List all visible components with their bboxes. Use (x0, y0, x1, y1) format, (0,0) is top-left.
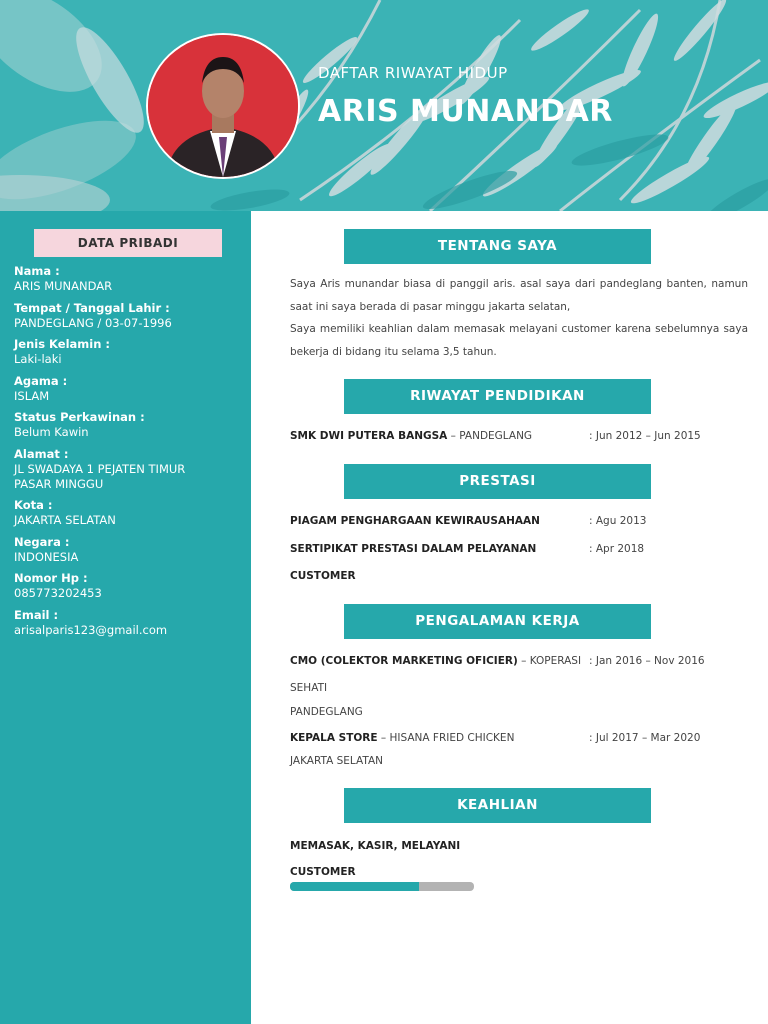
achievement-title: SERTIPIKAT PRESTASI DALAM PELAYANAN (290, 543, 537, 555)
field-value: ARIS MUNANDAR (14, 279, 113, 293)
school-location: – PANDEGLANG (450, 430, 533, 442)
job-company-line2: SEHATI (290, 682, 328, 694)
skill-level-fill (290, 882, 419, 891)
achievement-date: : Apr 2018 (589, 543, 645, 555)
field-marital-status (14, 410, 145, 440)
field-label: Agama : (14, 374, 68, 388)
field-value: JAKARTA SELATAN (14, 513, 116, 527)
job-location: PANDEGLANG (290, 706, 363, 718)
skills-text: MEMASAK, KASIR, MELAYANI (290, 840, 461, 852)
job-company: – KOPERASI (521, 655, 582, 667)
experience-heading: PENGALAMAN KERJA (344, 604, 651, 639)
field-religion (14, 374, 67, 404)
achievement-date: : Agu 2013 (589, 515, 647, 527)
job-title: KEPALA STORE (290, 732, 378, 744)
field-value: 085773202453 (14, 586, 102, 600)
field-value: Belum Kawin (14, 425, 89, 439)
education-heading: RIWAYAT PENDIDIKAN (344, 379, 651, 414)
achievements-heading: PRESTASI (344, 464, 651, 499)
job-company: – HISANA FRIED CHICKEN (380, 732, 515, 744)
field-label: Negara : (14, 535, 70, 549)
experience-item (290, 655, 581, 667)
field-label: Nomor Hp : (14, 571, 88, 585)
field-country (14, 535, 78, 565)
field-label: Kota : (14, 498, 53, 512)
experience-item (290, 732, 514, 744)
document-subtitle: DAFTAR RIWAYAT HIDUP (318, 64, 508, 82)
field-address (14, 447, 185, 492)
field-label: Email : (14, 608, 59, 622)
person-portrait-illustration (148, 35, 298, 177)
field-value: INDONESIA (14, 550, 79, 564)
field-value: PANDEGLANG / 03-07-1996 (14, 316, 172, 330)
about-paragraph-2: Saya memiliki keahlian dalam memasak melayani customer karena sebelumnya saya bekerja di bidang itu selama 3,5 tahun. (290, 323, 748, 358)
field-label: Alamat : (14, 447, 69, 461)
field-phone (14, 571, 102, 601)
skill-level-bar (290, 882, 474, 891)
profile-photo (146, 33, 300, 179)
education-item (290, 430, 532, 442)
education-date: : Jun 2012 – Jun 2015 (589, 430, 701, 442)
about-heading: TENTANG SAYA (344, 229, 651, 264)
field-value: JL SWADAYA 1 PEJATEN TIMUR (14, 462, 186, 476)
field-label: Nama : (14, 264, 60, 278)
job-date: : Jul 2017 – Mar 2020 (589, 732, 701, 744)
field-label: Status Perkawinan : (14, 410, 145, 424)
field-city (14, 498, 116, 528)
person-name-title: ARIS MUNANDAR (318, 94, 613, 129)
field-value: Laki-laki (14, 352, 62, 366)
field-nama (14, 264, 112, 294)
achievement-title-line2: CUSTOMER (290, 570, 356, 582)
skills-heading: KEAHLIAN (344, 788, 651, 823)
achievement-title: PIAGAM PENGHARGAAN KEWIRAUSAHAAN (290, 515, 540, 527)
field-label: Jenis Kelamin : (14, 337, 110, 351)
about-paragraph-1: Saya Aris munandar biasa di panggil aris. asal saya dari pandeglang banten, namun saat ini saya berada di pasar minggu jakarta selatan, (290, 278, 748, 313)
job-date: : Jan 2016 – Nov 2016 (589, 655, 705, 667)
field-value-line2: PASAR MINGGU (14, 477, 104, 491)
field-label: Tempat / Tanggal Lahir : (14, 301, 170, 315)
personal-data-heading: DATA PRIBADI (34, 229, 222, 257)
field-gender (14, 337, 110, 367)
job-location: JAKARTA SELATAN (290, 755, 384, 767)
field-value: arisalparis123@gmail.com (14, 623, 168, 637)
field-value: ISLAM (14, 389, 50, 403)
about-text (290, 273, 748, 363)
skills-text-line2: CUSTOMER (290, 866, 356, 878)
school-name: SMK DWI PUTERA BANGSA (290, 430, 448, 442)
field-email (14, 608, 167, 638)
header-banner (0, 0, 768, 211)
job-title: CMO (COLEKTOR MARKETING OFICIER) (290, 655, 518, 667)
field-birth (14, 301, 172, 331)
